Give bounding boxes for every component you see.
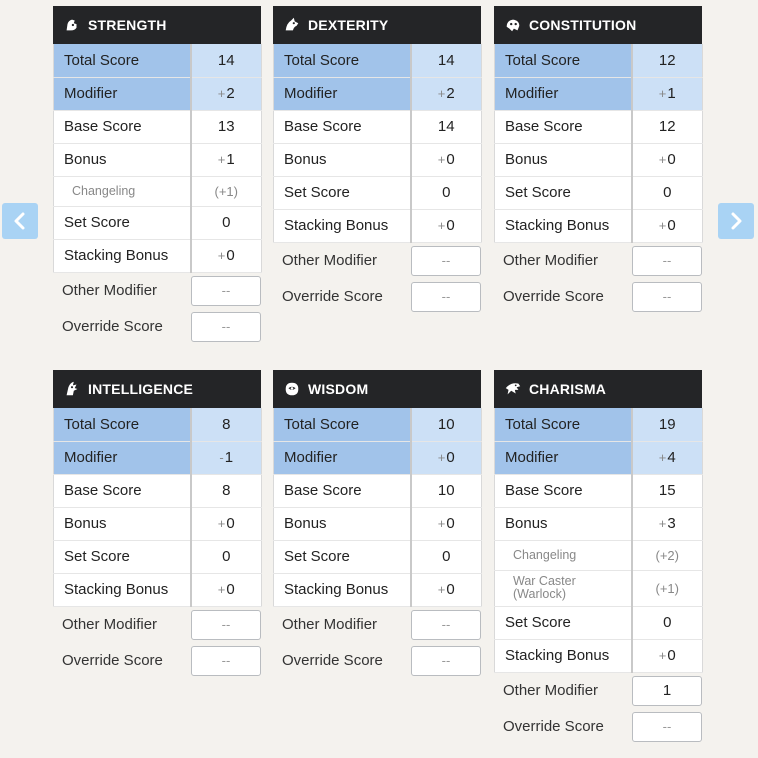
- modifier-number: 2: [446, 85, 455, 102]
- ability-panel-charisma: [494, 370, 702, 745]
- bonus-source-value: (+1): [191, 176, 262, 206]
- base-score-value: 8: [191, 474, 262, 507]
- stacking-bonus-label: Stacking Bonus: [54, 239, 191, 272]
- ability-title: WISDOM: [308, 381, 369, 397]
- override-score-row: [53, 643, 261, 679]
- override-score-label: Override Score: [282, 652, 383, 669]
- other-modifier-input[interactable]: --: [191, 276, 261, 306]
- bonus-row: [495, 143, 703, 176]
- base-score-label: Base Score: [54, 110, 191, 143]
- total-score-label: Total Score: [495, 408, 632, 441]
- modifier-label: Modifier: [274, 77, 411, 110]
- override-score-input[interactable]: --: [411, 646, 481, 676]
- set-score-row: [274, 540, 482, 573]
- stacking-sign: +: [217, 582, 226, 597]
- stacking-sign: +: [658, 648, 667, 663]
- stacking-bonus-row: [495, 209, 703, 242]
- bonus-source-label: Changeling: [495, 540, 632, 570]
- modifier-value: [191, 77, 262, 110]
- ability-header: [494, 6, 702, 44]
- set-score-label: Set Score: [54, 540, 191, 573]
- other-modifier-row: [494, 243, 702, 279]
- ability-title: DEXTERITY: [308, 17, 389, 33]
- set-score-label: Set Score: [54, 206, 191, 239]
- bonus-number: 0: [226, 515, 235, 532]
- charisma-icon: [504, 380, 522, 398]
- bonus-sign: +: [217, 516, 226, 531]
- bonus-value: [632, 507, 703, 540]
- base-score-row: [54, 110, 262, 143]
- total-score-value: 12: [632, 44, 703, 77]
- chevron-left-icon: [10, 211, 30, 231]
- total-score-row: [274, 44, 482, 77]
- other-modifier-row: [494, 673, 702, 709]
- modifier-value: [632, 77, 703, 110]
- stacking-number: 0: [667, 217, 676, 234]
- bonus-source-row: [54, 176, 262, 206]
- other-modifier-row: [53, 273, 261, 309]
- bonus-sign: +: [437, 516, 446, 531]
- stacking-bonus-row: [495, 639, 703, 672]
- total-score-row: [495, 44, 703, 77]
- stacking-bonus-value: [411, 209, 482, 242]
- modifier-number: 2: [226, 85, 235, 102]
- set-score-value: 0: [411, 540, 482, 573]
- stacking-sign: +: [437, 582, 446, 597]
- other-modifier-row: [273, 243, 481, 279]
- base-score-label: Base Score: [54, 474, 191, 507]
- ability-panel-constitution: [494, 6, 702, 315]
- total-score-row: [274, 408, 482, 441]
- other-modifier-label: Other Modifier: [282, 252, 378, 269]
- set-score-value: 0: [411, 176, 482, 209]
- stacking-bonus-value: [191, 573, 262, 606]
- base-score-label: Base Score: [274, 474, 411, 507]
- override-score-input[interactable]: --: [632, 282, 702, 312]
- ability-title: CONSTITUTION: [529, 17, 637, 33]
- ability-header: [273, 6, 481, 44]
- other-modifier-label: Other Modifier: [62, 616, 158, 633]
- other-modifier-input[interactable]: --: [191, 610, 261, 640]
- ability-panel-dexterity: [273, 6, 481, 315]
- base-score-row: [274, 474, 482, 507]
- stacking-sign: +: [217, 248, 226, 263]
- previous-button[interactable]: [2, 203, 38, 239]
- stacking-sign: +: [658, 218, 667, 233]
- stacking-bonus-label: Stacking Bonus: [495, 209, 632, 242]
- base-score-value: 13: [191, 110, 262, 143]
- modifier-row: [54, 77, 262, 110]
- stacking-bonus-row: [274, 573, 482, 606]
- bonus-row: [54, 507, 262, 540]
- other-modifier-label: Other Modifier: [503, 252, 599, 269]
- set-score-value: 0: [632, 606, 703, 639]
- override-score-input[interactable]: --: [191, 646, 261, 676]
- set-score-label: Set Score: [274, 176, 411, 209]
- base-score-label: Base Score: [274, 110, 411, 143]
- stacking-bonus-value: [632, 209, 703, 242]
- bonus-number: 0: [446, 151, 455, 168]
- modifier-value: [632, 441, 703, 474]
- modifier-label: Modifier: [495, 77, 632, 110]
- stacking-bonus-label: Stacking Bonus: [54, 573, 191, 606]
- strength-icon: [63, 16, 81, 34]
- modifier-number: 4: [667, 449, 676, 466]
- bonus-value: [191, 507, 262, 540]
- modifier-number: 1: [224, 449, 234, 466]
- stacking-sign: +: [437, 218, 446, 233]
- modifier-value: [411, 77, 482, 110]
- ability-header: [273, 370, 481, 408]
- stacking-bonus-label: Stacking Bonus: [495, 639, 632, 672]
- ability-header: [53, 6, 261, 44]
- set-score-label: Set Score: [274, 540, 411, 573]
- bonus-sign: +: [658, 516, 667, 531]
- override-score-row: [494, 709, 702, 745]
- base-score-row: [495, 110, 703, 143]
- override-score-label: Override Score: [503, 288, 604, 305]
- total-score-row: [54, 44, 262, 77]
- bonus-source-label: War Caster (Warlock): [495, 570, 632, 606]
- override-score-row: [53, 309, 261, 345]
- override-score-input[interactable]: --: [632, 712, 702, 742]
- bonus-row: [54, 143, 262, 176]
- ability-stats-table: [273, 44, 482, 243]
- modifier-sign: +: [658, 450, 667, 465]
- modifier-label: Modifier: [54, 441, 191, 474]
- bonus-label: Bonus: [495, 507, 632, 540]
- total-score-row: [54, 408, 262, 441]
- modifier-row: [495, 77, 703, 110]
- total-score-value: 8: [191, 408, 262, 441]
- modifier-number: 0: [446, 449, 455, 466]
- ability-title: INTELLIGENCE: [88, 381, 194, 397]
- other-modifier-row: [53, 607, 261, 643]
- total-score-value: 14: [411, 44, 482, 77]
- stacking-bonus-value: [411, 573, 482, 606]
- set-score-row: [54, 206, 262, 239]
- other-modifier-row: [273, 607, 481, 643]
- set-score-row: [495, 176, 703, 209]
- other-modifier-input[interactable]: --: [632, 246, 702, 276]
- set-score-label: Set Score: [495, 606, 632, 639]
- base-score-row: [495, 474, 703, 507]
- ability-header: [53, 370, 261, 408]
- ability-stats-table: [273, 408, 482, 607]
- bonus-number: 0: [667, 151, 676, 168]
- ability-title: CHARISMA: [529, 381, 607, 397]
- override-score-label: Override Score: [282, 288, 383, 305]
- bonus-value: [191, 143, 262, 176]
- total-score-value: 10: [411, 408, 482, 441]
- constitution-icon: [504, 16, 522, 34]
- bonus-sign: +: [437, 152, 446, 167]
- stacking-bonus-label: Stacking Bonus: [274, 573, 411, 606]
- modifier-sign: +: [217, 86, 226, 101]
- bonus-row: [274, 143, 482, 176]
- ability-header: [494, 370, 702, 408]
- stacking-bonus-label: Stacking Bonus: [274, 209, 411, 242]
- stacking-bonus-row: [54, 573, 262, 606]
- bonus-source-row: [495, 570, 703, 606]
- modifier-sign: -: [219, 450, 224, 465]
- other-modifier-label: Other Modifier: [62, 282, 158, 299]
- modifier-label: Modifier: [495, 441, 632, 474]
- set-score-row: [495, 606, 703, 639]
- total-score-value: 19: [632, 408, 703, 441]
- modifier-number: 1: [667, 85, 676, 102]
- override-score-row: [494, 279, 702, 315]
- bonus-source-value: (+2): [632, 540, 703, 570]
- base-score-value: 12: [632, 110, 703, 143]
- total-score-label: Total Score: [54, 408, 191, 441]
- next-button[interactable]: [718, 203, 754, 239]
- stacking-bonus-row: [274, 209, 482, 242]
- base-score-row: [54, 474, 262, 507]
- override-score-label: Override Score: [62, 652, 163, 669]
- ability-stats-table: [53, 408, 262, 607]
- set-score-row: [54, 540, 262, 573]
- override-score-label: Override Score: [503, 718, 604, 735]
- stacking-bonus-value: [191, 239, 262, 272]
- stacking-number: 0: [667, 647, 676, 664]
- stacking-number: 0: [446, 217, 455, 234]
- ability-stats-table: [53, 44, 262, 273]
- chevron-right-icon: [726, 211, 746, 231]
- dexterity-icon: [283, 16, 301, 34]
- total-score-label: Total Score: [274, 44, 411, 77]
- bonus-value: [411, 507, 482, 540]
- bonus-row: [274, 507, 482, 540]
- modifier-label: Modifier: [54, 77, 191, 110]
- intelligence-icon: [63, 380, 81, 398]
- bonus-label: Bonus: [54, 143, 191, 176]
- modifier-sign: +: [437, 86, 446, 101]
- ability-panel-intelligence: [53, 370, 261, 679]
- bonus-source-label: Changeling: [54, 176, 191, 206]
- base-score-label: Base Score: [495, 110, 632, 143]
- set-score-value: 0: [191, 540, 262, 573]
- stacking-number: 0: [446, 581, 455, 598]
- bonus-number: 1: [226, 151, 235, 168]
- base-score-value: 10: [411, 474, 482, 507]
- ability-panel-wisdom: [273, 370, 481, 679]
- modifier-label: Modifier: [274, 441, 411, 474]
- total-score-label: Total Score: [54, 44, 191, 77]
- override-score-input[interactable]: --: [191, 312, 261, 342]
- modifier-sign: +: [437, 450, 446, 465]
- set-score-value: 0: [191, 206, 262, 239]
- ability-stats-table: [494, 408, 703, 673]
- bonus-value: [632, 143, 703, 176]
- other-modifier-input[interactable]: --: [411, 246, 481, 276]
- stacking-number: 0: [226, 247, 235, 264]
- bonus-label: Bonus: [274, 507, 411, 540]
- bonus-label: Bonus: [54, 507, 191, 540]
- wisdom-icon: [283, 380, 301, 398]
- bonus-sign: +: [658, 152, 667, 167]
- base-score-value: 14: [411, 110, 482, 143]
- bonus-number: 3: [667, 515, 676, 532]
- total-score-label: Total Score: [274, 408, 411, 441]
- bonus-value: [411, 143, 482, 176]
- bonus-source-row: [495, 540, 703, 570]
- other-modifier-label: Other Modifier: [282, 616, 378, 633]
- modifier-row: [54, 441, 262, 474]
- modifier-row: [274, 77, 482, 110]
- total-score-value: 14: [191, 44, 262, 77]
- override-score-label: Override Score: [62, 318, 163, 335]
- set-score-value: 0: [632, 176, 703, 209]
- other-modifier-label: Other Modifier: [503, 682, 599, 699]
- base-score-label: Base Score: [495, 474, 632, 507]
- stacking-number: 0: [226, 581, 235, 598]
- override-score-row: [273, 643, 481, 679]
- bonus-label: Bonus: [495, 143, 632, 176]
- modifier-value: [191, 441, 262, 474]
- total-score-row: [495, 408, 703, 441]
- modifier-row: [495, 441, 703, 474]
- ability-stats-table: [494, 44, 703, 243]
- other-modifier-input[interactable]: 1: [632, 676, 702, 706]
- bonus-sign: +: [217, 152, 226, 167]
- override-score-input[interactable]: --: [411, 282, 481, 312]
- modifier-sign: +: [658, 86, 667, 101]
- override-score-row: [273, 279, 481, 315]
- bonus-label: Bonus: [274, 143, 411, 176]
- bonus-number: 0: [446, 515, 455, 532]
- set-score-label: Set Score: [495, 176, 632, 209]
- modifier-row: [274, 441, 482, 474]
- bonus-row: [495, 507, 703, 540]
- base-score-value: 15: [632, 474, 703, 507]
- other-modifier-input[interactable]: --: [411, 610, 481, 640]
- total-score-label: Total Score: [495, 44, 632, 77]
- ability-title: STRENGTH: [88, 17, 167, 33]
- base-score-row: [274, 110, 482, 143]
- stacking-bonus-value: [632, 639, 703, 672]
- stacking-bonus-row: [54, 239, 262, 272]
- ability-panel-strength: [53, 6, 261, 345]
- bonus-source-value: (+1): [632, 570, 703, 606]
- set-score-row: [274, 176, 482, 209]
- modifier-value: [411, 441, 482, 474]
